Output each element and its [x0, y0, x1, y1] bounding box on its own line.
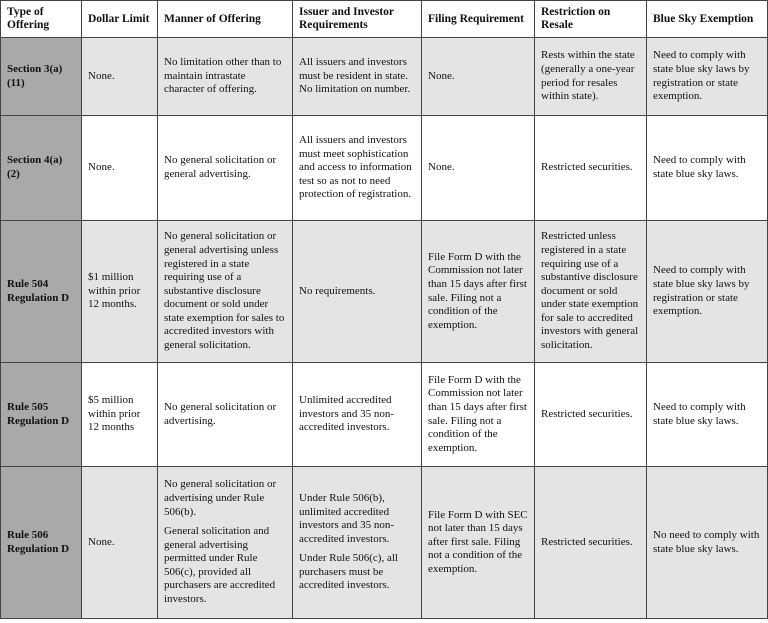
offering-type-cell: Rule 506 Regulation D: [1, 467, 82, 619]
requirements-text: Under Rule 506(c), all purchasers must be accredited investors.: [299, 552, 398, 592]
manner-text: No limitation other than to maintain intrastate character of offering.: [164, 56, 282, 96]
offering-type-cell: Rule 504 Regulation D: [1, 221, 82, 363]
blue-sky-cell: Need to comply with state blue sky laws by registration or state exemption.: [647, 38, 768, 116]
filing-cell: File Form D with SEC not later than 15 days after first sale. Filing not a condition of the exemption.: [422, 467, 535, 619]
manner-text: No general solicitation or general advertising.: [164, 154, 277, 180]
requirements-cell: [293, 116, 422, 221]
manner-cell: [158, 38, 293, 116]
dollar-limit-cell: None.: [82, 38, 158, 116]
dollar-limit-cell: $1 million within prior 12 months.: [82, 221, 158, 363]
column-header-blue-sky: Blue Sky Exemption: [647, 1, 768, 38]
table-header-row: [1, 1, 768, 38]
resale-cell: Restricted securities.: [535, 467, 647, 619]
column-header-type: Type of Offering: [1, 1, 82, 38]
resale-cell: Restricted securities.: [535, 116, 647, 221]
column-header-resale: Restriction on Resale: [535, 1, 647, 38]
blue-sky-cell: Need to comply with state blue sky laws.: [647, 363, 768, 467]
manner-cell: [158, 221, 293, 363]
column-header-dollar-limit: Dollar Limit: [82, 1, 158, 38]
requirements-cell: [293, 467, 422, 619]
offering-type-cell: Rule 505 Regulation D: [1, 363, 82, 467]
resale-cell: Restricted securities.: [535, 363, 647, 467]
table-row: [1, 363, 768, 467]
blue-sky-cell: No need to comply with state blue sky laws.: [647, 467, 768, 619]
blue-sky-cell: Need to comply with state blue sky laws by registration or state exemption.: [647, 221, 768, 363]
offering-type-cell: Section 3(a)(11): [1, 38, 82, 116]
requirements-text: All issuers and investors must meet sophistication and access to information test so as not to need protection of registration.: [299, 134, 412, 201]
requirements-cell: [293, 38, 422, 116]
manner-cell: [158, 467, 293, 619]
offering-type-cell: Section 4(a)(2): [1, 116, 82, 221]
table-row: [1, 38, 768, 116]
table-row: [1, 221, 768, 363]
column-header-requirements: Issuer and Investor Requirements: [293, 1, 422, 38]
table-row: [1, 467, 768, 619]
requirements-text: Under Rule 506(b), unlimited accredited investors and 35 non-accredited investors.: [299, 491, 395, 545]
requirements-text: No requirements.: [299, 284, 376, 297]
filing-cell: None.: [422, 38, 535, 116]
requirements-text: Unlimited accredited investors and 35 non-accredited investors.: [299, 394, 395, 434]
table-row: [1, 116, 768, 221]
resale-cell: Restricted unless registered in a state requiring use of a substantive disclosure document or sold under state exemption for sale to accredited investors with general solicitation.: [535, 221, 647, 363]
manner-text: General solicitation and general advertising permitted under Rule 506(c), provided all purchasers are accredited investors.: [164, 525, 276, 606]
requirements-text: All issuers and investors must be resident in state. No limitation on number.: [299, 56, 411, 96]
filing-cell: None.: [422, 116, 535, 221]
column-header-filing: Filing Requirement: [422, 1, 535, 38]
manner-cell: [158, 363, 293, 467]
dollar-limit-cell: $5 million within prior 12 months: [82, 363, 158, 467]
manner-text: No general solicitation or general advertising unless registered in a state requiring use of a substantive disclosure document or sold under state exemption for sales to accredited investors with general solicitation.: [164, 230, 285, 352]
manner-text: No general solicitation or advertising under Rule 506(b).: [164, 478, 277, 518]
requirements-cell: [293, 363, 422, 467]
blue-sky-cell: Need to comply with state blue sky laws.: [647, 116, 768, 221]
manner-text: No general solicitation or advertising.: [164, 400, 277, 427]
dollar-limit-cell: None.: [82, 467, 158, 619]
filing-cell: File Form D with the Commission not later than 15 days after first sale. Filing not a condition of the exemption.: [422, 221, 535, 363]
requirements-cell: [293, 221, 422, 363]
filing-cell: File Form D with the Commission not later than 15 days after first sale. Filing not a condition of the exemption.: [422, 363, 535, 467]
column-header-manner: Manner of Offering: [158, 1, 293, 38]
dollar-limit-cell: None.: [82, 116, 158, 221]
resale-cell: Rests within the state (generally a one-year period for resales within state).: [535, 38, 647, 116]
manner-cell: [158, 116, 293, 221]
